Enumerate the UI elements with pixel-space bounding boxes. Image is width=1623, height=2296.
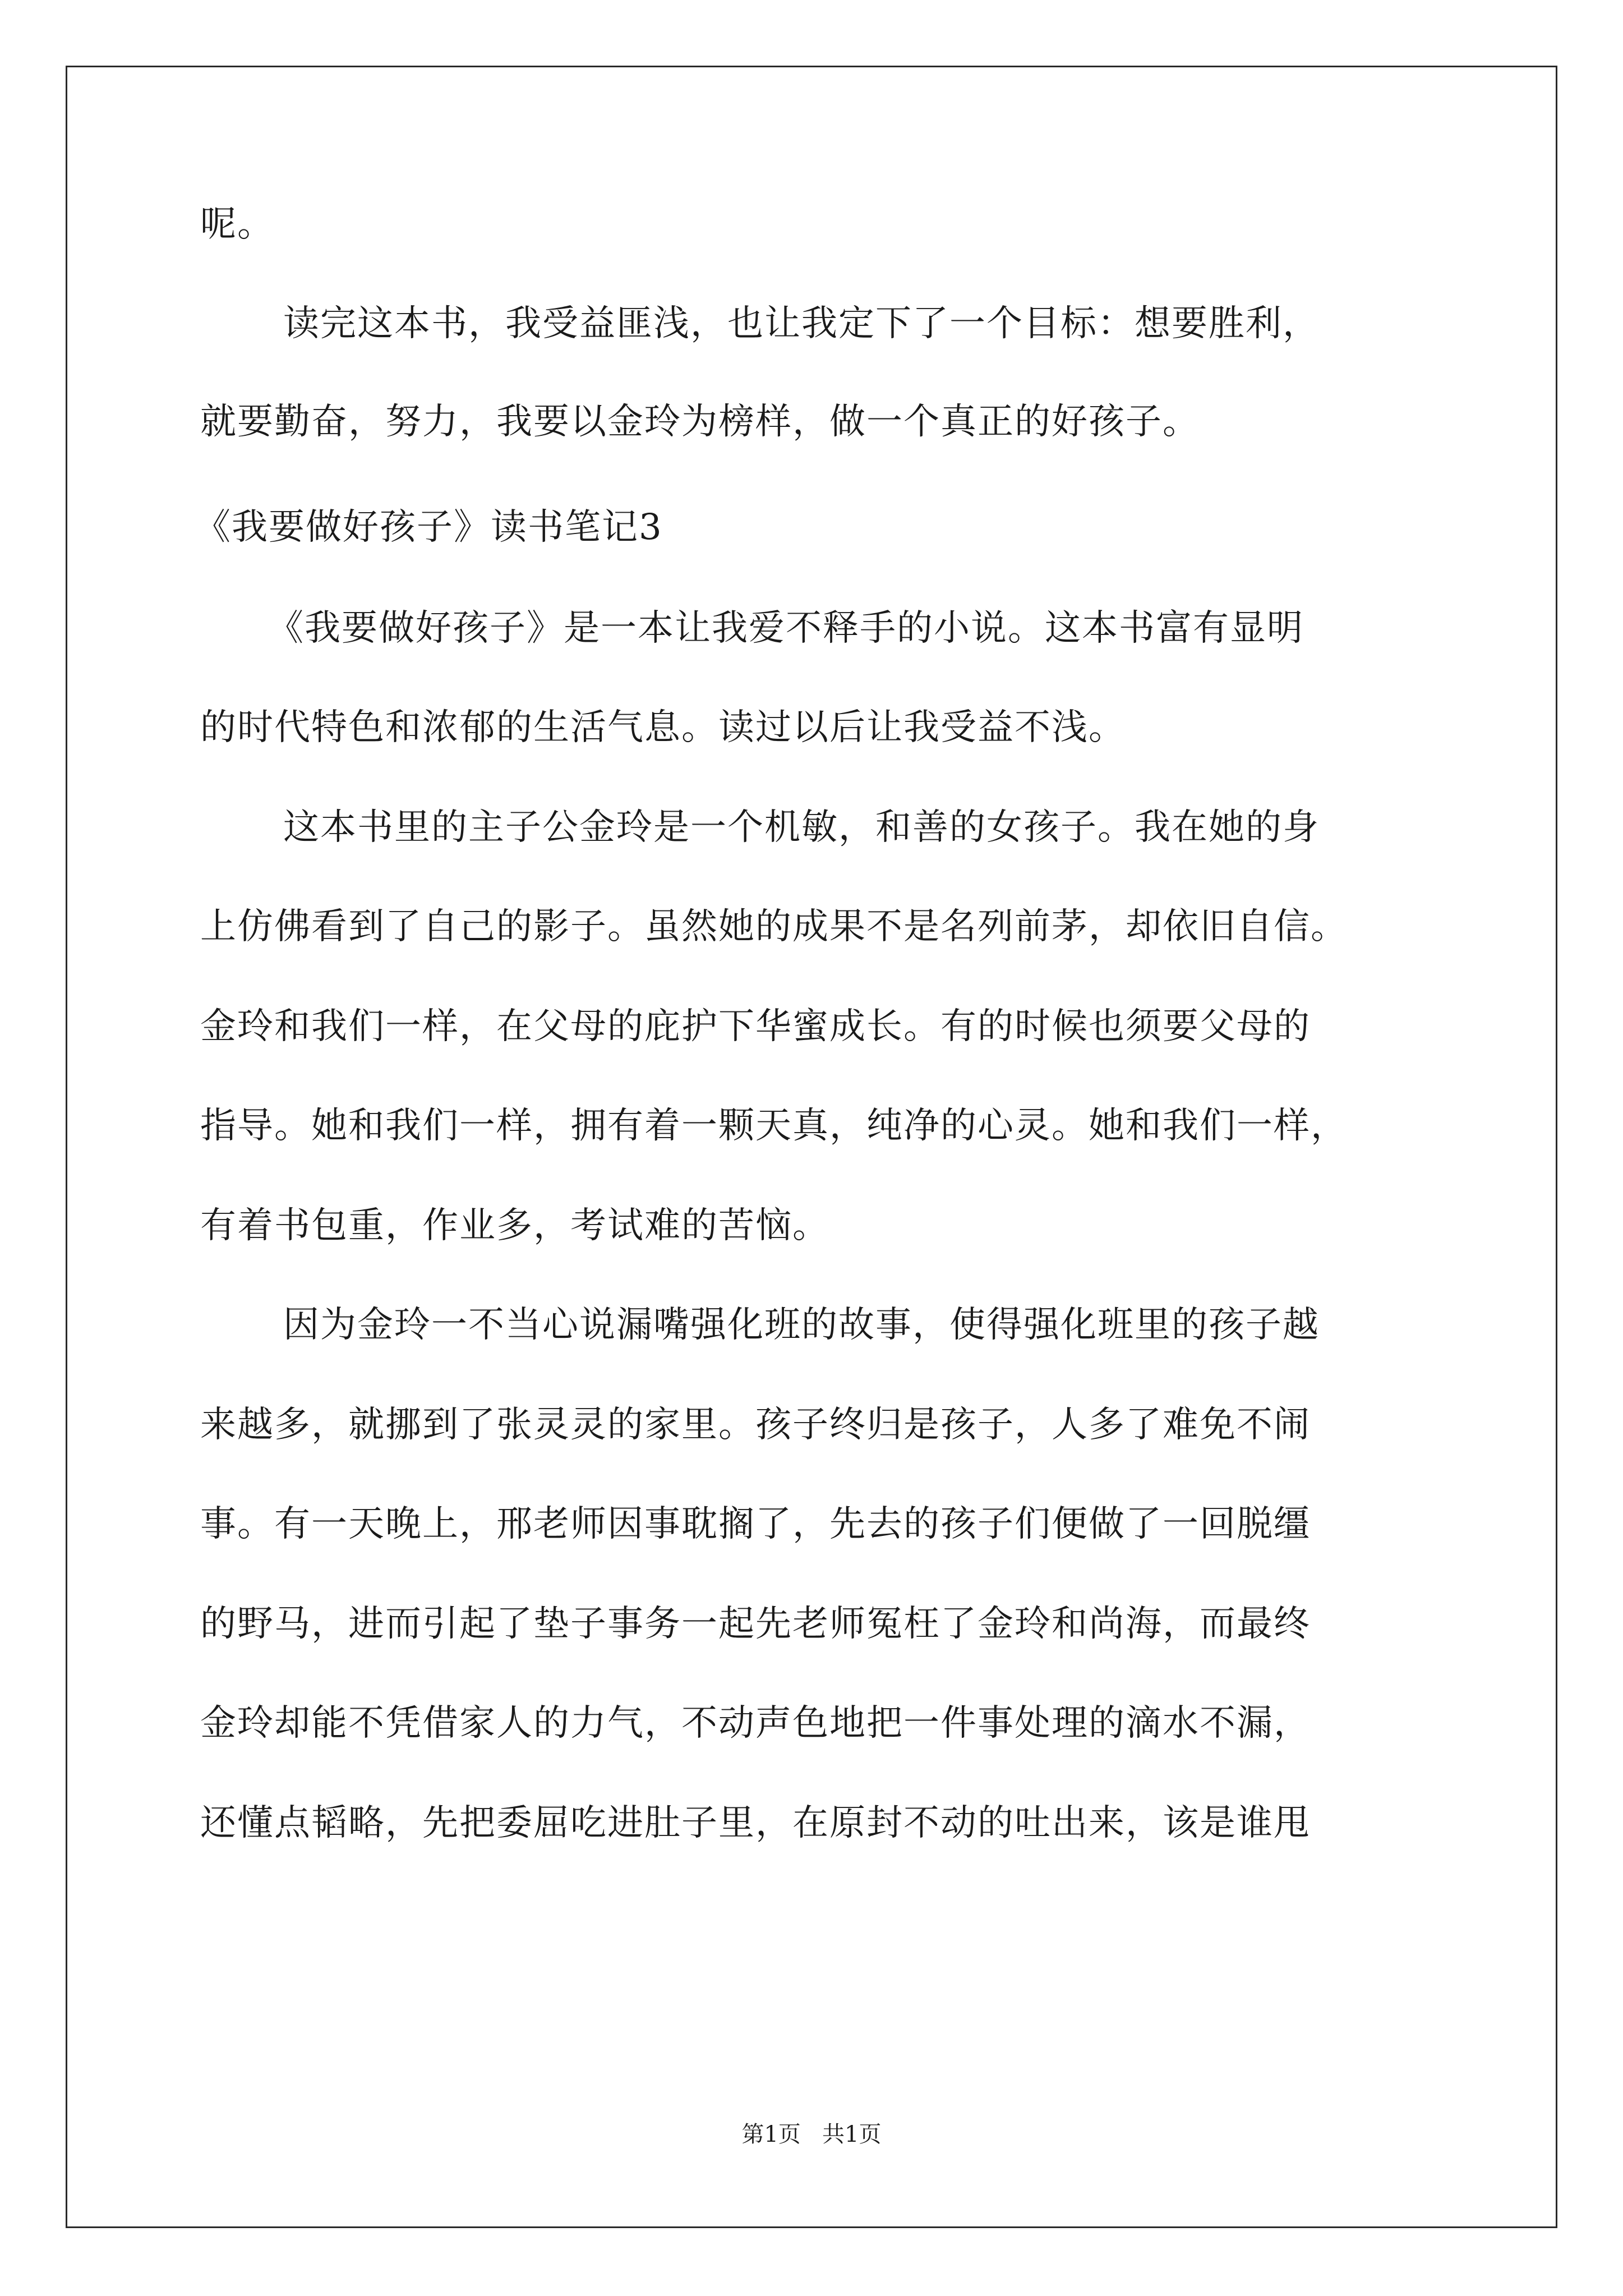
text-line: 有着书包重，作业多，考试难的苦恼。 — [200, 1205, 829, 1246]
page-footer: 第1页 共1页 — [741, 2122, 882, 2147]
section-heading: 《我要做好孩子》读书笔记3 — [195, 507, 663, 548]
paragraph-start-line: 《我要做好孩子》是一本让我爱不释手的小说。这本书富有显明 — [268, 608, 1304, 649]
paragraph-start-line: 因为金玲一不当心说漏嘴强化班的故事，使得强化班里的孩子越 — [283, 1304, 1320, 1346]
text-line: 的时代特色和浓郁的生活气息。读过以后让我受益不浅。 — [200, 707, 1126, 748]
text-line: 指导。她和我们一样，拥有着一颗天真，纯净的心灵。她和我们一样， — [200, 1105, 1348, 1147]
text-line: 就要勤奋，努力，我要以金玲为榜样，做一个真正的好孩子。 — [200, 401, 1200, 443]
text-line: 呢。 — [200, 204, 274, 245]
text-line: 上仿佛看到了自己的影子。虽然她的成果不是名列前茅，却依旧自信。 — [200, 906, 1348, 947]
paragraph-start-line: 读完这本书，我受益匪浅，也让我定下了一个目标：想要胜利， — [283, 303, 1320, 344]
text-line: 来越多，就挪到了张灵灵的家里。孩子终归是孩子，人多了难免不闹 — [200, 1404, 1311, 1446]
text-line: 金玲却能不凭借家人的力气，不动声色地把一件事处理的滴水不漏， — [200, 1703, 1311, 1744]
text-line: 的野马，进而引起了垫子事务一起先老师冤枉了金玲和尚海，而最终 — [200, 1603, 1311, 1645]
text-line: 还懂点韬略，先把委屈吃进肚子里，在原封不动的吐出来，该是谁甩 — [200, 1802, 1311, 1844]
text-line: 事。有一天晚上，邢老师因事耽搁了，先去的孩子们便做了一回脱缰 — [200, 1503, 1311, 1545]
paragraph-start-line: 这本书里的主子公金玲是一个机敏，和善的女孩子。我在她的身 — [283, 807, 1320, 848]
text-line: 金玲和我们一样，在父母的庇护下华蜜成长。有的时候也须要父母的 — [200, 1006, 1311, 1047]
